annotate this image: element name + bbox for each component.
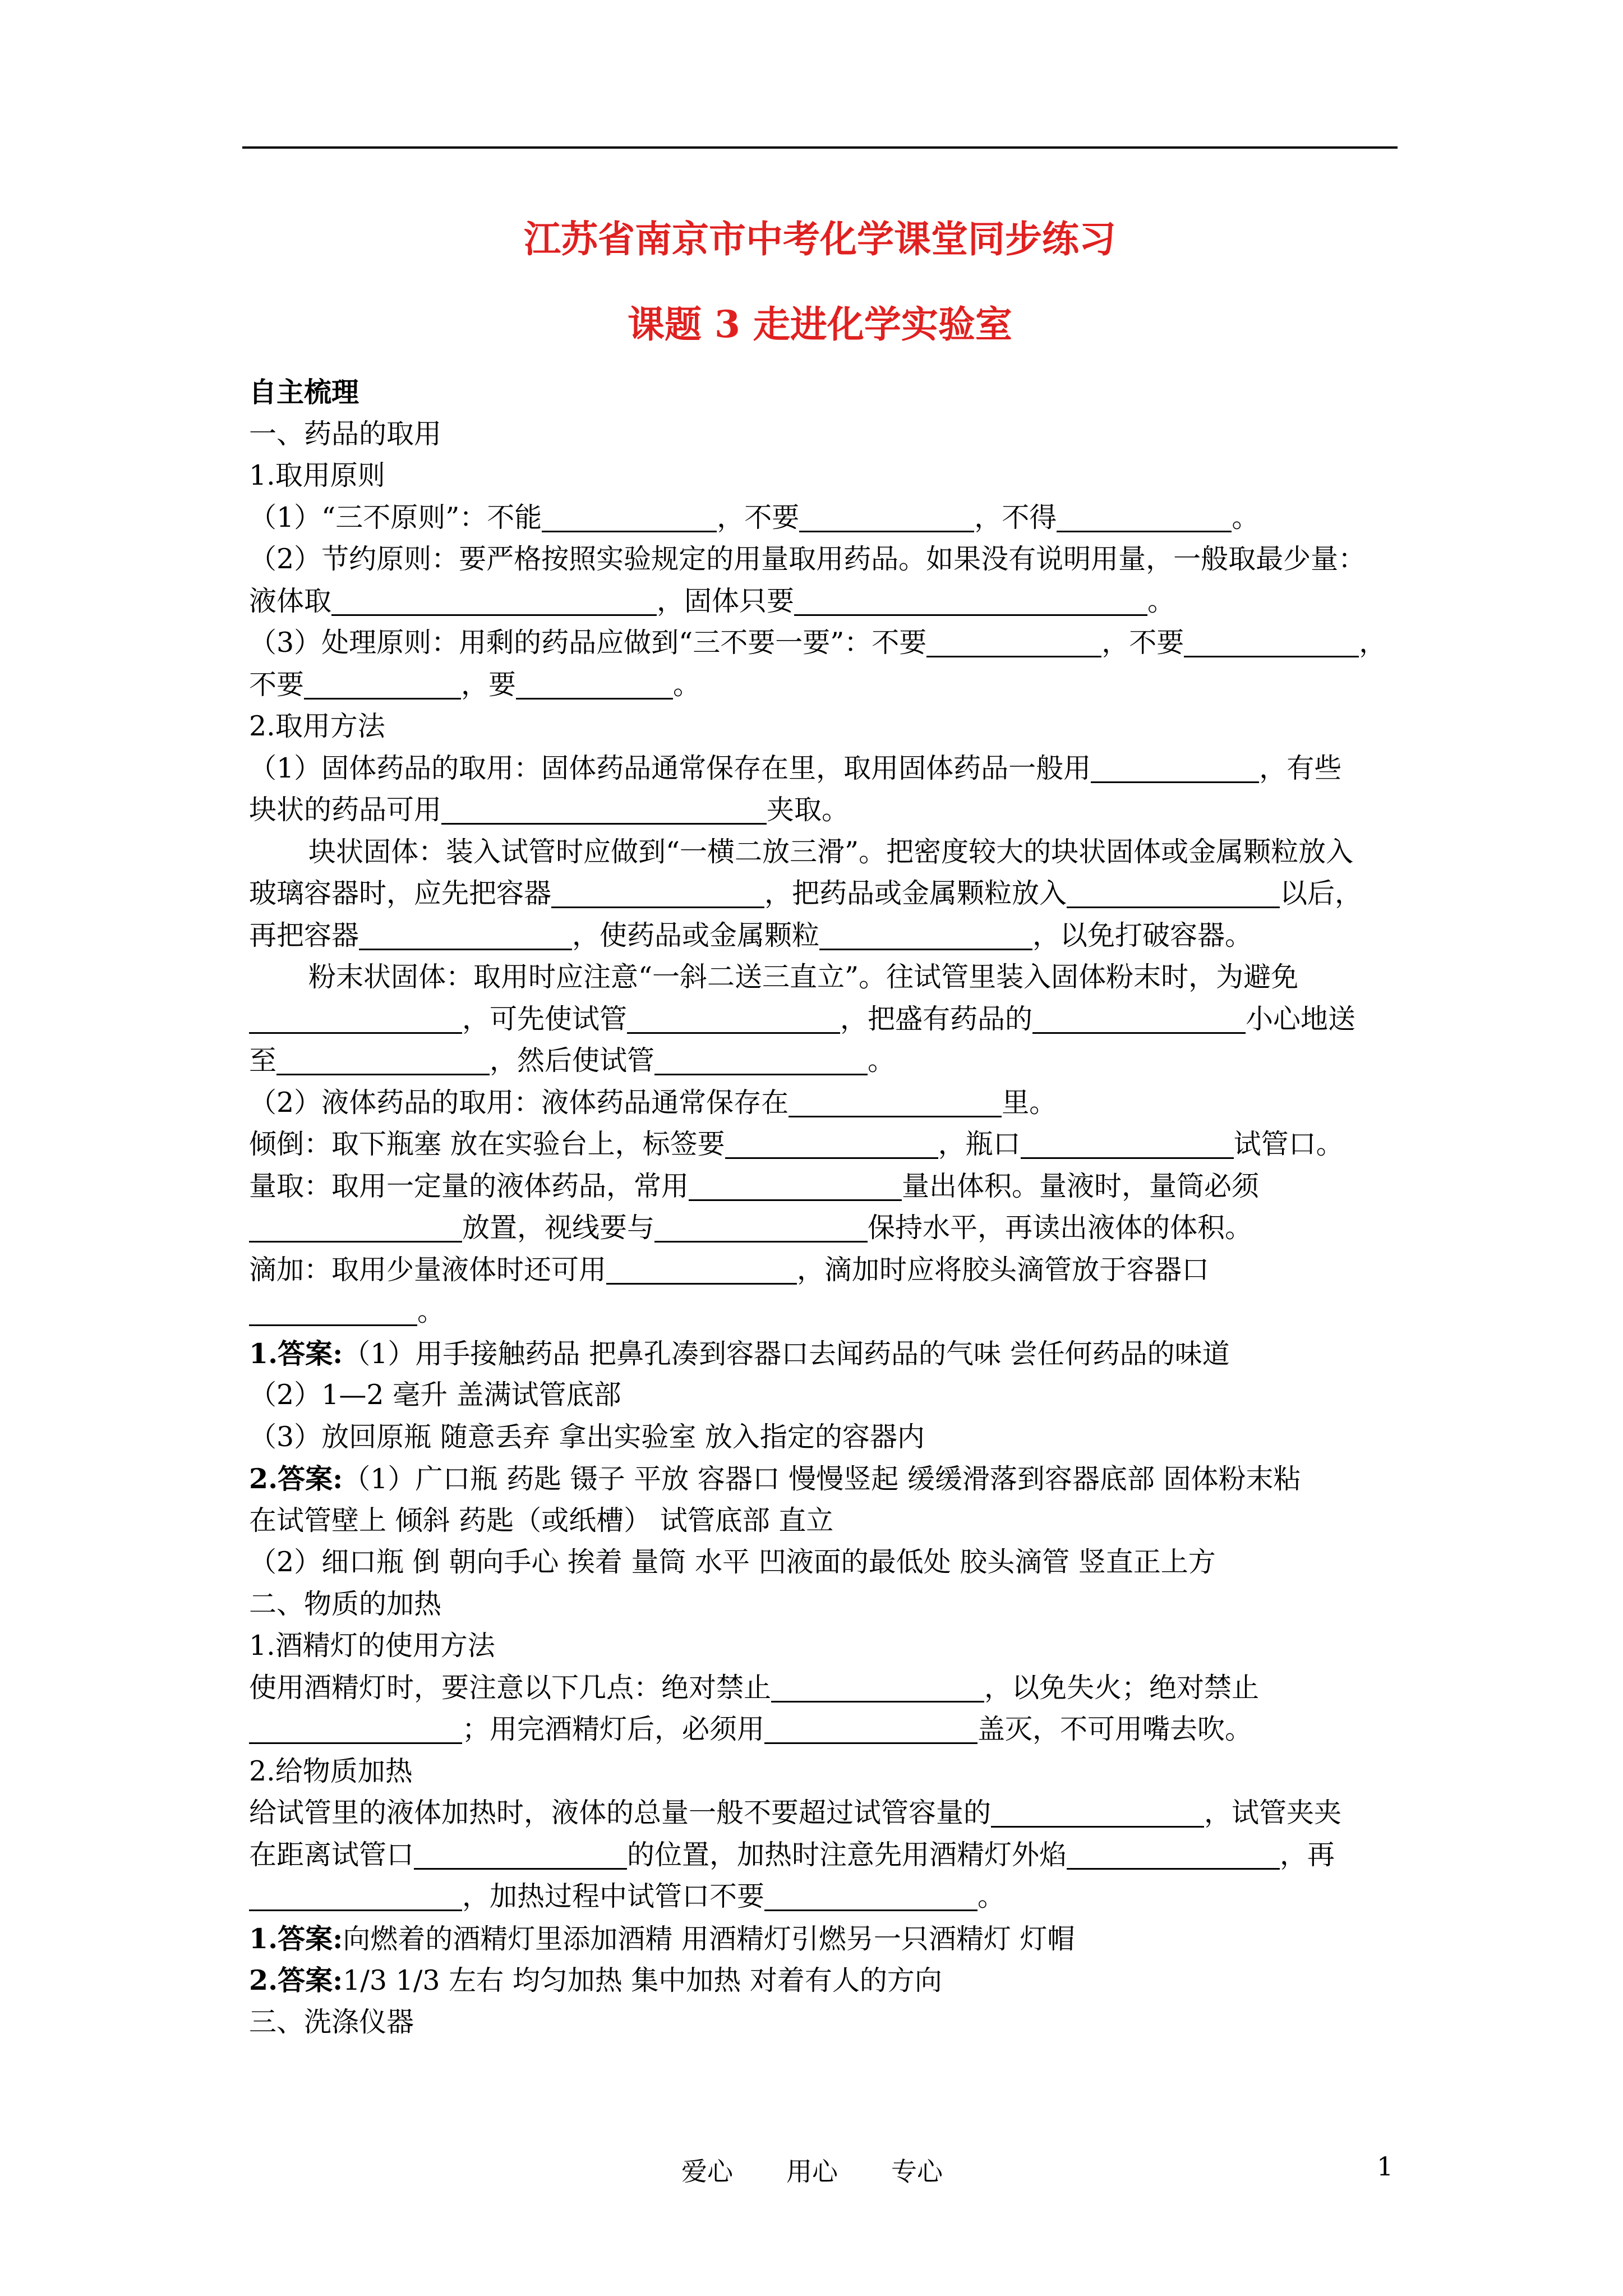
text-line: 液体取 ，固体只要 。 (249, 585, 1175, 617)
fill-blank[interactable] (1091, 752, 1259, 783)
fill-blank[interactable] (542, 501, 717, 532)
fill-blank[interactable] (414, 1839, 627, 1870)
text-line: （3）处理原则：用剩的药品应做到“三不要一要”：不要 ，不要 ， (249, 627, 1387, 659)
text-line: 倾倒：取下瓶塞 放在实验台上，标签要 ，瓶口 试管口。 (249, 1128, 1344, 1160)
text-line: 块状的药品可用 夹取。 (249, 794, 850, 826)
text-line: 块状固体：装入试管时应做到“一横二放三滑”。把密度较大的块状固体或金属颗粒放入 (308, 835, 1354, 868)
text-line: （2）节约原则：要严格按照实验规定的用量取用药品。如果没有说明用量，一般取最少量： (249, 543, 1366, 575)
fill-blank[interactable] (1021, 1128, 1234, 1159)
text-line: 粉末状固体：取用时应注意“一斜二送三直立”。往试管里装入固体粉末时，为避免 (308, 961, 1299, 993)
subheading-2-1: 1.酒精灯的使用方法 (249, 1630, 495, 1662)
fill-blank[interactable] (926, 627, 1101, 657)
fill-blank[interactable] (249, 1295, 417, 1326)
worksheet-body (249, 371, 1392, 2043)
fill-blank[interactable] (304, 669, 461, 700)
fill-blank[interactable] (794, 585, 1147, 616)
fill-blank[interactable] (764, 1880, 978, 1911)
fill-blank[interactable] (516, 669, 673, 700)
fill-blank[interactable] (359, 919, 572, 950)
text-line: 再把容器 ，使药品或金属颗粒 ，以免打破容器。 (249, 919, 1253, 951)
text-line: 滴加：取用少量液体时还可用 ，滴加时应将胶头滴管放于容器口 (249, 1253, 1210, 1286)
text-line: （1）“三不原则”：不能 ，不要 ，不得 。 (249, 501, 1260, 533)
fill-blank[interactable] (654, 1212, 868, 1243)
answer-line: 2.答案:1/3 1/3 左右 均匀加热 集中加热 对着有人的方向 (249, 1964, 942, 1996)
text-line: 在距离试管口 的位置，加热时注意先用酒精灯外焰 ，再 (249, 1838, 1335, 1871)
heading-3: 三、洗涤仪器 (249, 2005, 414, 2038)
heading-2: 二、物质的加热 (249, 1588, 442, 1620)
fill-blank[interactable] (441, 794, 767, 825)
fill-blank[interactable] (819, 919, 1032, 950)
section-heading: 自主梳理 (249, 376, 359, 408)
answer-line: 在试管壁上 倾斜 药匙（或纸槽） 试管底部 直立 (249, 1504, 834, 1536)
answer-line: 2.答案:（1）广口瓶 药匙 镊子 平放 容器口 慢慢竖起 缓缓滑落到容器底部 固体粉末粘 (249, 1462, 1301, 1495)
fill-blank[interactable] (606, 1254, 797, 1285)
page-title: 江苏省南京市中考化学课堂同步练习 (524, 217, 1116, 261)
fill-blank[interactable] (551, 877, 764, 908)
text-line: 使用酒精灯时，要注意以下几点：绝对禁止 ，以免失火；绝对禁止 (249, 1671, 1260, 1704)
fill-blank[interactable] (654, 1045, 868, 1075)
text-line: 玻璃容器时，应先把容器 ，把药品或金属颗粒放入 以后， (249, 877, 1363, 909)
subheading-2-2: 2.给物质加热 (249, 1755, 413, 1787)
text-line: 。 (249, 1291, 1392, 1333)
fill-blank[interactable] (764, 1713, 978, 1744)
heading-1: 一、药品的取用 (249, 417, 442, 450)
fill-blank[interactable] (799, 501, 974, 532)
answer-line: （2）细口瓶 倒 朝向手心 挨着 量筒 水平 凹液面的最低处 胶头滴管 竖直正上方 (249, 1546, 1216, 1578)
text-line: 放置，视线要与 保持水平，再读出液体的体积。 (249, 1207, 1392, 1249)
text-line: （1）固体药品的取用：固体药品通常保存在里，取用固体药品一般用 ，有些 (249, 752, 1342, 784)
text-line: 至 ，然后使试管 。 (249, 1045, 896, 1076)
fill-blank[interactable] (1184, 627, 1359, 657)
answer-line: 1.答案:向燃着的酒精灯里添加酒精 用酒精灯引燃另一只酒精灯 灯帽 (249, 1922, 1075, 1955)
fill-blank[interactable] (249, 1003, 462, 1034)
fill-blank[interactable] (771, 1672, 984, 1703)
text-line: 不要 ，要 。 (249, 668, 701, 701)
subheading-1-1: 1.取用原则 (249, 459, 385, 491)
page-footer: 爱心 用心 专心 (681, 2156, 943, 2187)
text-line: ，可先使试管 ，把盛有药品的 小心地送 (249, 999, 1392, 1041)
text-line: 量取：取用一定量的液体药品，常用 量出体积。量液时，量筒必须 (249, 1170, 1260, 1202)
fill-blank[interactable] (789, 1087, 1002, 1117)
fill-blank[interactable] (331, 585, 657, 616)
text-line: 给试管里的液体加热时，液体的总量一般不要超过试管容量的 ，试管夹夹 (249, 1797, 1342, 1829)
fill-blank[interactable] (627, 1003, 840, 1034)
text-line: ；用完酒精灯后，必须用 盖灭，不可用嘴去吹。 (249, 1709, 1392, 1751)
text-line: （2）液体药品的取用：液体药品通常保存在 里。 (249, 1086, 1057, 1119)
fill-blank[interactable] (991, 1797, 1204, 1828)
fill-blank[interactable] (249, 1713, 462, 1744)
fill-blank[interactable] (1057, 501, 1232, 532)
fill-blank[interactable] (1067, 877, 1280, 908)
fill-blank[interactable] (249, 1880, 462, 1911)
fill-blank[interactable] (1032, 1003, 1246, 1034)
answer-line: （2）1—2 毫升 盖满试管底部 (249, 1379, 621, 1411)
fill-blank[interactable] (276, 1045, 490, 1075)
page-number: 1 (1377, 2151, 1394, 2182)
lesson-title: 课题 3 走进化学实验室 (628, 302, 1012, 346)
fill-blank[interactable] (249, 1212, 462, 1243)
fill-blank[interactable] (1067, 1839, 1280, 1870)
fill-blank[interactable] (689, 1170, 902, 1201)
subheading-1-2: 2.取用方法 (249, 710, 385, 742)
text-line: ，加热过程中试管口不要 。 (249, 1876, 1392, 1918)
answer-line: （3）放回原瓶 随意丢弃 拿出实验室 放入指定的容器内 (249, 1420, 925, 1453)
answer-line: 1.答案:（1）用手接触药品 把鼻孔凑到容器口去闻药品的气味 尝任何药品的味道 (249, 1337, 1230, 1370)
fill-blank[interactable] (725, 1128, 938, 1159)
header-rule (242, 146, 1398, 149)
